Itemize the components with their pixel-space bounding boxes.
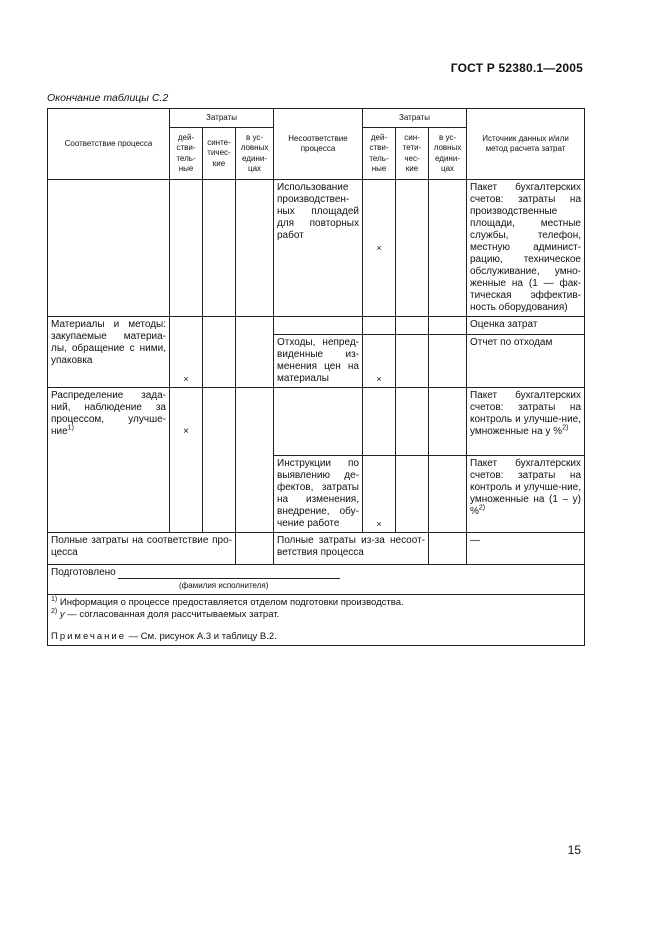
total-nonconformance: Полные затраты из-за несоот-ветствия процесса bbox=[274, 533, 429, 565]
cell-empty bbox=[236, 317, 274, 388]
total-source: — bbox=[467, 533, 585, 565]
cross-mark: × bbox=[363, 456, 396, 533]
table-caption: Окончание таблицы С.2 bbox=[47, 92, 169, 104]
table-note bbox=[51, 631, 581, 643]
col-header-conventional-2: в ус- ловных едини- цах bbox=[429, 128, 467, 180]
cell-empty bbox=[236, 388, 274, 533]
col-header-synthetic-2: син- тети- чес- кие bbox=[396, 128, 429, 180]
cell-empty bbox=[429, 317, 467, 335]
cell-empty bbox=[429, 180, 467, 317]
cell-empty bbox=[170, 180, 203, 317]
source-text: Пакет бухгалтерских счетов: затраты на контроль и улучше-ние, умноженные на (1 – у) % bbox=[470, 458, 581, 517]
total-conformance: Полные затраты на соответствие про-цесса bbox=[48, 533, 236, 565]
col-header-conventional: в ус- ловных едини- цах bbox=[236, 128, 274, 180]
cell-empty bbox=[429, 335, 467, 388]
prepared-row bbox=[48, 565, 585, 595]
table-row bbox=[48, 388, 585, 456]
totals-row bbox=[48, 533, 585, 565]
source-cell bbox=[467, 456, 585, 533]
cell-empty bbox=[236, 180, 274, 317]
note-text: — См. рисунок А.3 и таблицу В.2. bbox=[128, 631, 277, 642]
document-standard-number: ГОСТ Р 52380.1—2005 bbox=[450, 61, 583, 75]
cell-empty bbox=[236, 533, 274, 565]
nonconformance-cell: Инструкции по выявлению де-фектов, затраты на изменения, внедрение, обу-чение работе bbox=[274, 456, 363, 533]
cell-empty bbox=[429, 533, 467, 565]
cell-empty bbox=[396, 335, 429, 388]
process-cost-table bbox=[47, 108, 585, 646]
cell-empty bbox=[203, 388, 236, 533]
col-header-actual: дей- стви- тель- ные bbox=[170, 128, 203, 180]
page-number: 15 bbox=[567, 843, 581, 857]
nonconformance-cell: Использование производствен-ных площадей для повторных работ bbox=[274, 180, 363, 317]
cell-empty bbox=[396, 180, 429, 317]
nonconformance-cell: Отходы, непред-виденные из-менения цен на материалы bbox=[274, 335, 363, 388]
cell-empty bbox=[429, 456, 467, 533]
cell-empty bbox=[274, 388, 363, 456]
cell-empty bbox=[203, 317, 236, 388]
cross-mark: × bbox=[170, 388, 203, 533]
prepared-label: Подготовлено bbox=[51, 567, 116, 578]
cell-empty bbox=[396, 317, 429, 335]
cell-empty bbox=[396, 456, 429, 533]
source-text: Пакет бухгалтерских счетов: затраты на контроль и улучше-ние, умноженные на у % bbox=[470, 390, 581, 437]
cell-empty bbox=[363, 388, 396, 456]
footnotes-row bbox=[48, 595, 585, 646]
footnote-ref: 1) bbox=[67, 424, 74, 432]
col-header-costs: Затраты bbox=[170, 109, 274, 128]
footnote-ref: 2) bbox=[562, 424, 569, 432]
col-header-source: Источник данных и/или метод расчета затрат bbox=[467, 109, 585, 180]
table-row bbox=[48, 180, 585, 317]
cross-mark: × bbox=[363, 335, 396, 388]
cell-empty bbox=[429, 388, 467, 456]
cross-mark: × bbox=[170, 317, 203, 388]
cell-empty bbox=[203, 180, 236, 317]
cell-empty bbox=[396, 388, 429, 456]
source-cell: Пакет бухгалтерских счетов: затраты на производственные площади, местные службы, телефон, местную админист-рацию, техническое обслуживание, умно-женные на (1 — фак-тическая эффектив-ность оборудования) bbox=[467, 180, 585, 317]
cell-empty bbox=[48, 180, 170, 317]
col-header-conformance: Соответствие процесса bbox=[48, 109, 170, 180]
footnote-2: $^{2)}$ y — согласованная доля рассчитываемых затрат. bbox=[51, 607, 280, 620]
cross-mark: × bbox=[363, 180, 396, 317]
col-header-actual-2: дей- стви- тель- ные bbox=[363, 128, 396, 180]
prepared-sublabel: (фамилия исполнителя) bbox=[179, 581, 269, 590]
source-cell: Отчет по отходам bbox=[467, 335, 585, 388]
cell-empty bbox=[363, 317, 396, 335]
footnote-1: $^{1)}$ Информация о процессе предоставляется отделом подготовки производства. bbox=[51, 595, 404, 608]
signature-line[interactable] bbox=[118, 567, 340, 579]
cell-empty bbox=[274, 317, 363, 335]
col-header-nonconformance: Несоответствие процесса bbox=[274, 109, 363, 180]
footnote-ref: 2) bbox=[478, 504, 486, 512]
conformance-text: Распределение зада-ний, наблюдение за процессом, улучше-ние bbox=[51, 390, 166, 437]
source-cell bbox=[467, 388, 585, 456]
conformance-cell bbox=[48, 388, 170, 533]
table-row bbox=[48, 317, 585, 335]
source-cell: Оценка затрат bbox=[467, 317, 585, 335]
col-header-synthetic: синте- тичес- кие bbox=[203, 128, 236, 180]
note-label: Примечание bbox=[51, 631, 126, 642]
col-header-costs-2: Затраты bbox=[363, 109, 467, 128]
conformance-cell: Материалы и методы: закупаемые материа-лы, обращение с ними, упаковка bbox=[48, 317, 170, 388]
